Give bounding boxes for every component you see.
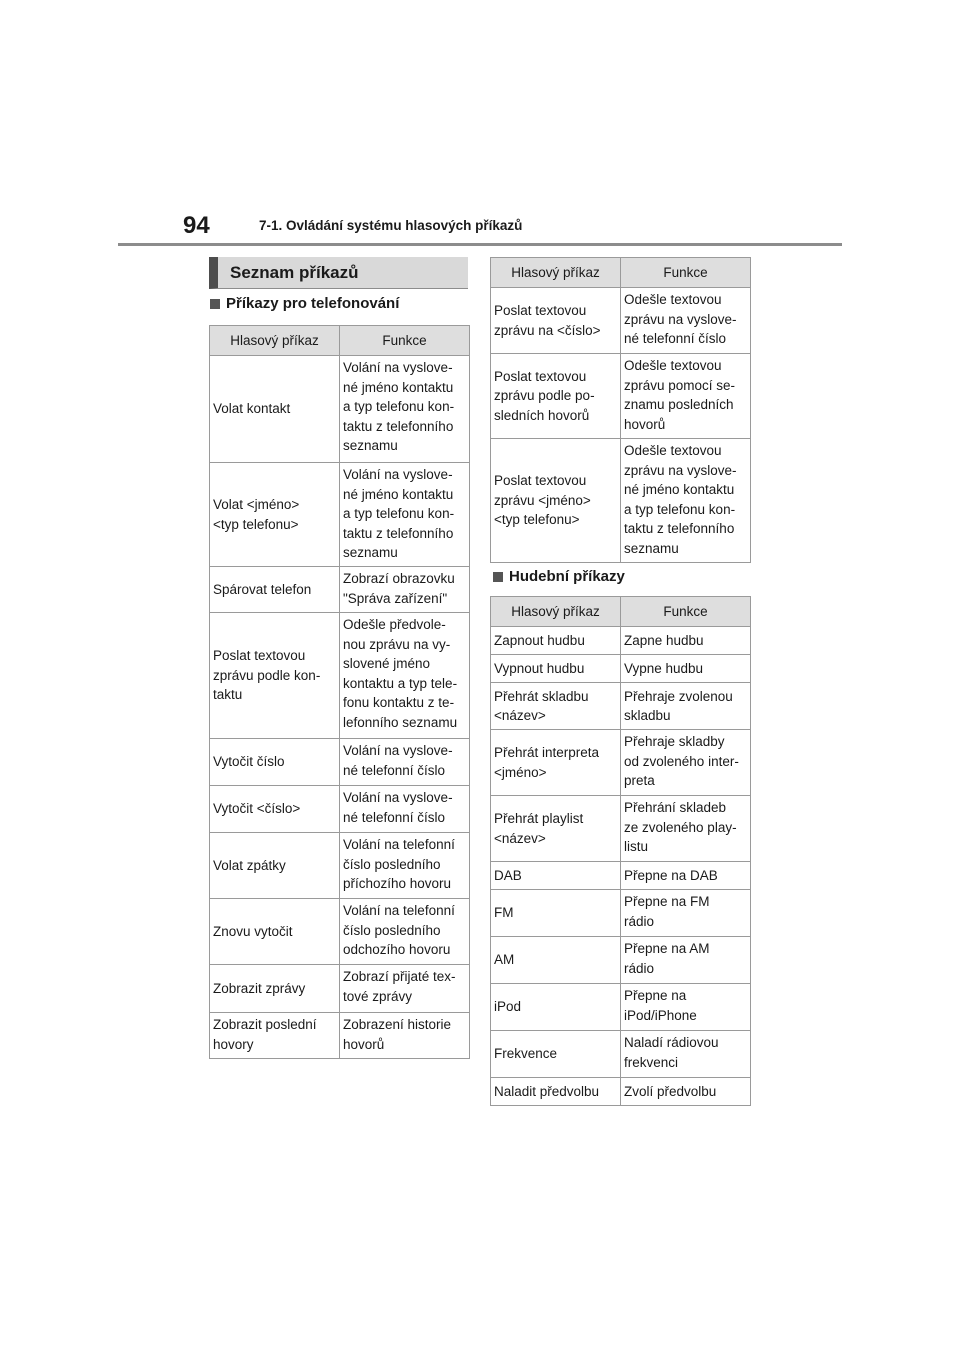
- phone-commands-table: [209, 325, 470, 1059]
- table-row: [210, 899, 470, 965]
- command-cell: Znovu vytočit: [210, 899, 340, 965]
- command-cell: Spárovat telefon: [210, 567, 340, 613]
- command-cell: Přehrát skladbu <název>: [491, 683, 621, 730]
- table-row: [491, 796, 751, 862]
- function-cell: Zobrazí přijaté tex- tové zprávy: [340, 965, 470, 1013]
- music-heading-text: Hudební příkazy: [509, 568, 625, 585]
- command-cell: Zobrazit zprávy: [210, 965, 340, 1013]
- command-cell: Zapnout hudbu: [491, 627, 621, 655]
- chapter-title: 7-1. Ovládání systému hlasových příkazů: [259, 218, 523, 233]
- function-cell: Vypne hudbu: [621, 655, 751, 683]
- table-header-row: [491, 258, 751, 288]
- function-cell: Přepne na AM rádio: [621, 937, 751, 984]
- command-cell: Poslat textovou zprávu podle po- sledních hovorů: [491, 354, 621, 439]
- header-rule: [118, 243, 842, 246]
- function-cell: Volání na vyslove- né jméno kontaktu a typ telefonu kon- taktu z telefonního seznamu: [340, 463, 470, 567]
- command-cell: Vytočit číslo: [210, 739, 340, 786]
- function-cell: Odešle textovou zprávu na vyslove- né jméno kontaktu a typ telefonu kon- taktu z telefonního seznamu: [621, 439, 751, 563]
- table-row: [491, 655, 751, 683]
- function-cell: Volání na vyslove- né telefonní číslo: [340, 739, 470, 786]
- table-row: [491, 1031, 751, 1078]
- function-cell: Přepne na DAB: [621, 862, 751, 890]
- function-cell: Volání na telefonní číslo posledního příchozího hovoru: [340, 833, 470, 899]
- column-header-function: Funkce: [621, 597, 751, 627]
- command-cell: Poslat textovou zprávu <jméno> <typ telefonu>: [491, 439, 621, 563]
- command-cell: Volat zpátky: [210, 833, 340, 899]
- phone-heading: [210, 295, 399, 312]
- command-cell: Vypnout hudbu: [491, 655, 621, 683]
- table-row: [491, 288, 751, 354]
- function-cell: Odešle textovou zprávu pomocí se- znamu posledních hovorů: [621, 354, 751, 439]
- table-row: [210, 1013, 470, 1059]
- command-cell: Zobrazit poslední hovory: [210, 1013, 340, 1059]
- function-cell: Naladí rádiovou frekvenci: [621, 1031, 751, 1078]
- command-cell: Frekvence: [491, 1031, 621, 1078]
- function-cell: Přehraje skladby od zvoleného inter- preta: [621, 730, 751, 796]
- function-cell: Zobrazí obrazovku "Správa zařízení": [340, 567, 470, 613]
- function-cell: Přehraje zvolenou skladbu: [621, 683, 751, 730]
- command-cell: iPod: [491, 984, 621, 1031]
- table-row: [491, 937, 751, 984]
- command-cell: Naladit předvolbu: [491, 1078, 621, 1106]
- table-row: [210, 739, 470, 786]
- table-header-row: [491, 597, 751, 627]
- command-cell: Přehrát interpreta <jméno>: [491, 730, 621, 796]
- column-header-command: Hlasový příkaz: [491, 597, 621, 627]
- square-bullet-icon: [493, 572, 503, 582]
- command-cell: Přehrát playlist <název>: [491, 796, 621, 862]
- table-row: [210, 965, 470, 1013]
- music-heading: [493, 568, 625, 585]
- table-row: [210, 613, 470, 739]
- function-cell: Zapne hudbu: [621, 627, 751, 655]
- table-row: [491, 1078, 751, 1106]
- command-cell: Vytočit <číslo>: [210, 786, 340, 833]
- column-header-function: Funkce: [340, 326, 470, 356]
- command-cell: FM: [491, 890, 621, 937]
- phone-commands-table-continued: [490, 257, 751, 563]
- phone-heading-text: Příkazy pro telefonování: [226, 295, 400, 312]
- table-row: [210, 567, 470, 613]
- table-row: [491, 439, 751, 563]
- table-row: [491, 890, 751, 937]
- command-cell: DAB: [491, 862, 621, 890]
- table-row: [491, 984, 751, 1031]
- square-bullet-icon: [210, 299, 220, 309]
- command-cell: Poslat textovou zprávu podle kon- taktu: [210, 613, 340, 739]
- section-box: [209, 257, 468, 289]
- table-row: [210, 833, 470, 899]
- function-cell: Přehrání skladeb ze zvoleného play- listu: [621, 796, 751, 862]
- function-cell: Odešle předvole- nou zprávu na vy- slovené jméno kontaktu a typ tele- fonu kontaktu z te- lefonního seznamu: [340, 613, 470, 739]
- function-cell: Přepne na iPod/iPhone: [621, 984, 751, 1031]
- column-header-command: Hlasový příkaz: [491, 258, 621, 288]
- table-row: [491, 683, 751, 730]
- function-cell: Zobrazení historie hovorů: [340, 1013, 470, 1059]
- table-row: [491, 354, 751, 439]
- column-header-command: Hlasový příkaz: [210, 326, 340, 356]
- function-cell: Volání na vyslove- né telefonní číslo: [340, 786, 470, 833]
- table-row: [491, 730, 751, 796]
- table-row: [210, 786, 470, 833]
- function-cell: Zvolí předvolbu: [621, 1078, 751, 1106]
- table-row: [491, 627, 751, 655]
- table-row: [210, 356, 470, 463]
- page-number: 94: [183, 212, 210, 239]
- function-cell: Odešle textovou zprávu na vyslove- né telefonní číslo: [621, 288, 751, 354]
- column-header-function: Funkce: [621, 258, 751, 288]
- table-header-row: [210, 326, 470, 356]
- command-cell: Volat kontakt: [210, 356, 340, 463]
- command-cell: Volat <jméno> <typ telefonu>: [210, 463, 340, 567]
- table-row: [210, 463, 470, 567]
- function-cell: Volání na vyslove- né jméno kontaktu a typ telefonu kon- taktu z telefonního seznamu: [340, 356, 470, 463]
- command-cell: Poslat textovou zprávu na <číslo>: [491, 288, 621, 354]
- table-row: [491, 862, 751, 890]
- command-cell: AM: [491, 937, 621, 984]
- function-cell: Volání na telefonní číslo posledního odchozího hovoru: [340, 899, 470, 965]
- music-commands-table: [490, 596, 751, 1106]
- function-cell: Přepne na FM rádio: [621, 890, 751, 937]
- section-title: Seznam příkazů: [230, 263, 359, 282]
